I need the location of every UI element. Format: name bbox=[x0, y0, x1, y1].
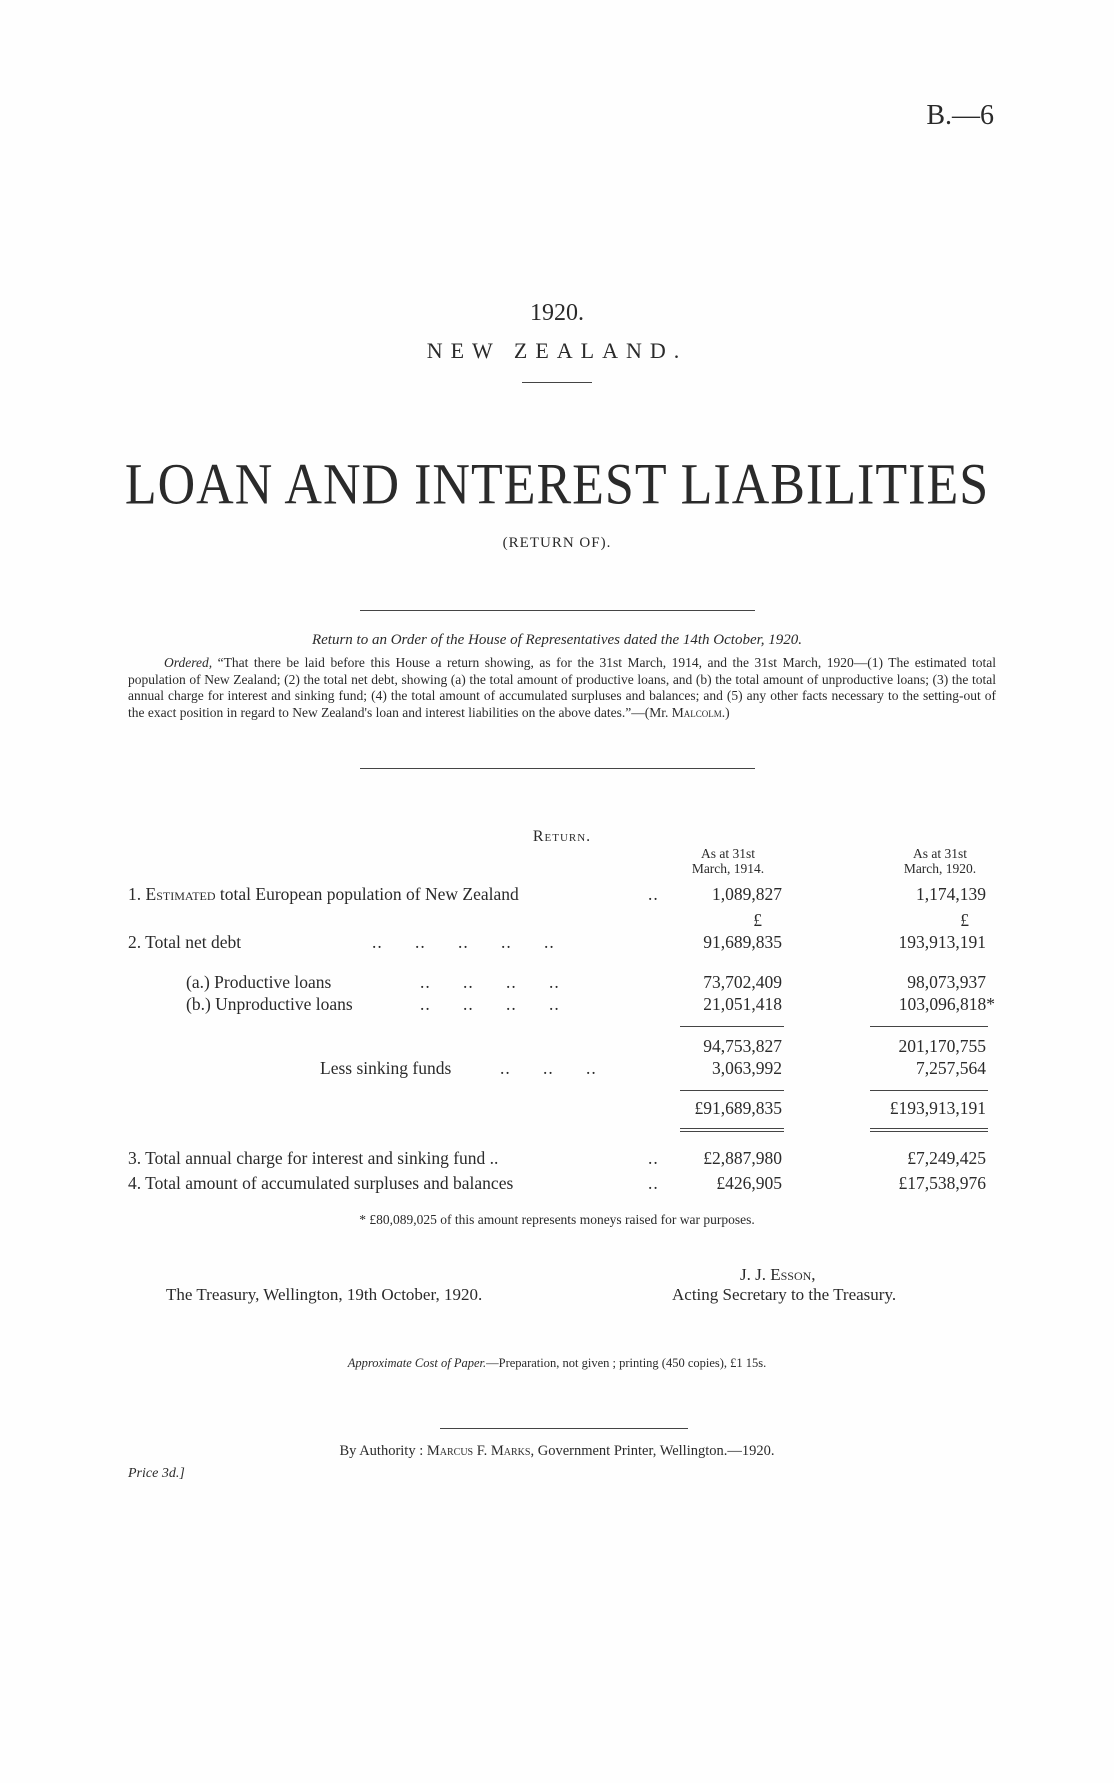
double-rule-1920-a bbox=[870, 1128, 988, 1129]
table-row-surpluses bbox=[0, 1173, 1114, 1197]
order-mover: Malcolm.) bbox=[671, 704, 730, 720]
table-row-population bbox=[0, 884, 1114, 908]
table-footnote: * £80,089,025 of this amount represents moneys raised for war purposes. bbox=[359, 1212, 755, 1227]
row-label-net-debt: 2. Total net debt bbox=[128, 932, 242, 952]
cost-label: Approximate Cost of Paper. bbox=[347, 1356, 487, 1370]
value-1914-surpluses: £426,905 bbox=[716, 1173, 782, 1193]
leader-dots: .. bbox=[648, 884, 659, 904]
subtotal-rule-1914 bbox=[680, 1026, 784, 1027]
row-number: 1. bbox=[128, 884, 142, 904]
column-header-1914-line2: March, 1914. bbox=[691, 861, 765, 876]
table-row-currency bbox=[0, 910, 1114, 934]
document-subtitle: (RETURN OF). bbox=[502, 535, 612, 551]
signatory-title: Acting Secretary to the Treasury. bbox=[672, 1285, 897, 1304]
value-1920-annual-charge: £7,249,425 bbox=[907, 1148, 986, 1168]
document-title: LOAN AND INTEREST LIABILITIES bbox=[124, 453, 990, 517]
value-1920-net-total: £193,913,191 bbox=[889, 1098, 986, 1118]
row-label-population bbox=[128, 884, 519, 905]
value-1914-annual-charge: £2,887,980 bbox=[703, 1148, 782, 1168]
value-1914-productive: 73,702,409 bbox=[703, 972, 782, 992]
country-name: NEW ZEALAND. bbox=[426, 338, 688, 363]
leader-dots: .. .. .. .. bbox=[420, 994, 560, 1014]
table-row-sinking bbox=[0, 1058, 1114, 1082]
value-1920-net-debt: 193,913,191 bbox=[898, 932, 986, 952]
return-heading: Return. bbox=[532, 828, 592, 845]
value-1914-population: 1,089,827 bbox=[712, 884, 782, 904]
row-label-unproductive: (b.) Unproductive loans bbox=[186, 994, 353, 1014]
double-rule-1914-a bbox=[680, 1128, 784, 1129]
order-paragraph bbox=[128, 655, 996, 721]
column-header-1914 bbox=[658, 846, 798, 876]
authority-suffix: , Government Printer, Wellington.—1920. bbox=[530, 1443, 775, 1459]
column-header-1920-line1: As at 31st bbox=[913, 846, 967, 861]
leader-dots: .. bbox=[648, 1148, 659, 1168]
value-1914-unproductive: 21,051,418 bbox=[703, 994, 782, 1014]
column-header-1920 bbox=[870, 846, 1010, 876]
value-1920-productive: 98,073,937 bbox=[907, 972, 986, 992]
value-1914-net-debt: 91,689,835 bbox=[703, 932, 782, 952]
leader-dots: .. .. .. bbox=[500, 1058, 597, 1078]
value-1914-gross: 94,753,827 bbox=[703, 1036, 782, 1056]
row-label-sinking: Less sinking funds bbox=[320, 1058, 452, 1078]
printer-imprint bbox=[0, 1443, 1114, 1460]
table-row-net-debt bbox=[0, 932, 1114, 956]
row-label-productive: (a.) Productive loans bbox=[186, 972, 332, 992]
row-label-annual-charge: 3. Total annual charge for interest and sinking fund .. bbox=[128, 1148, 499, 1168]
row-label-rest: total European population of New Zealand bbox=[215, 884, 519, 904]
order-top-divider bbox=[360, 610, 755, 611]
column-header-1914-line1: As at 31st bbox=[701, 846, 755, 861]
column-header-1920-line2: March, 1920. bbox=[903, 861, 977, 876]
authority-prefix: By Authority : bbox=[339, 1443, 427, 1459]
subtotal-rule-1920 bbox=[870, 1026, 988, 1027]
total-rule-1914 bbox=[680, 1090, 784, 1091]
currency-symbol-1920: £ bbox=[960, 910, 969, 930]
value-1920-surpluses: £17,538,976 bbox=[898, 1173, 986, 1193]
leader-dots: .. .. .. .. .. bbox=[372, 932, 555, 952]
cost-of-paper bbox=[0, 1356, 1114, 1371]
table-row-productive bbox=[0, 972, 1114, 996]
document-code: B.—6 bbox=[926, 100, 994, 131]
order-text: “That there be laid before this House a return showing, as for the 31st March, 1914, and the 31st March, 1920—(1) The estimated total population of New Zealand; (2) the total net debt, showing (a) the total amount of productive loans, and (b) the total amount of unproductive loans; (3) the total annual charge for interest and sinking fund; (4) the total amount of accumulated surpluses and balances; and (5) any other facts necessary to the setting-out of the exact position in regard to New Zealand's loan and interest liabilities on the above dates.”—(Mr. bbox=[128, 655, 996, 720]
value-1914-sinking: 3,063,992 bbox=[712, 1058, 782, 1078]
document-year: 1920. bbox=[530, 300, 584, 326]
value-1920-unproductive: 103,096,818* bbox=[898, 994, 995, 1014]
double-rule-1914-b bbox=[680, 1131, 784, 1132]
value-1914-net-total: £91,689,835 bbox=[694, 1098, 782, 1118]
order-lead: Ordered, bbox=[164, 655, 213, 670]
price: Price 3d.] bbox=[128, 1466, 185, 1481]
table-row-gross bbox=[0, 1036, 1114, 1060]
signatory-name: J. J. Esson, bbox=[740, 1265, 816, 1284]
order-bottom-divider bbox=[360, 768, 755, 769]
total-rule-1920 bbox=[870, 1090, 988, 1091]
table-row-net-total bbox=[0, 1098, 1114, 1122]
order-heading: Return to an Order of the House of Representatives dated the 14th October, 1920. bbox=[311, 632, 803, 648]
value-1920-gross: 201,170,755 bbox=[898, 1036, 986, 1056]
double-rule-1920-b bbox=[870, 1131, 988, 1132]
printer-name: Marcus F. Marks bbox=[426, 1443, 531, 1459]
value-1920-sinking: 7,257,564 bbox=[916, 1058, 986, 1078]
imprint-divider bbox=[440, 1428, 688, 1429]
row-label-surpluses: 4. Total amount of accumulated surpluses and balances bbox=[128, 1173, 514, 1193]
currency-symbol-1914: £ bbox=[753, 910, 762, 930]
cost-text: —Preparation, not given ; printing (450 copies), £1 15s. bbox=[486, 1356, 767, 1370]
table-row-unproductive bbox=[0, 994, 1114, 1018]
leader-dots: .. bbox=[648, 1173, 659, 1193]
leader-dots: .. .. .. .. bbox=[420, 972, 560, 992]
value-1920-population: 1,174,139 bbox=[916, 884, 986, 904]
title-divider bbox=[522, 382, 592, 383]
table-row-annual-charge bbox=[0, 1148, 1114, 1172]
row-label-smallcaps: Estimated bbox=[145, 884, 216, 904]
place-and-date: The Treasury, Wellington, 19th October, 1920. bbox=[166, 1285, 483, 1304]
